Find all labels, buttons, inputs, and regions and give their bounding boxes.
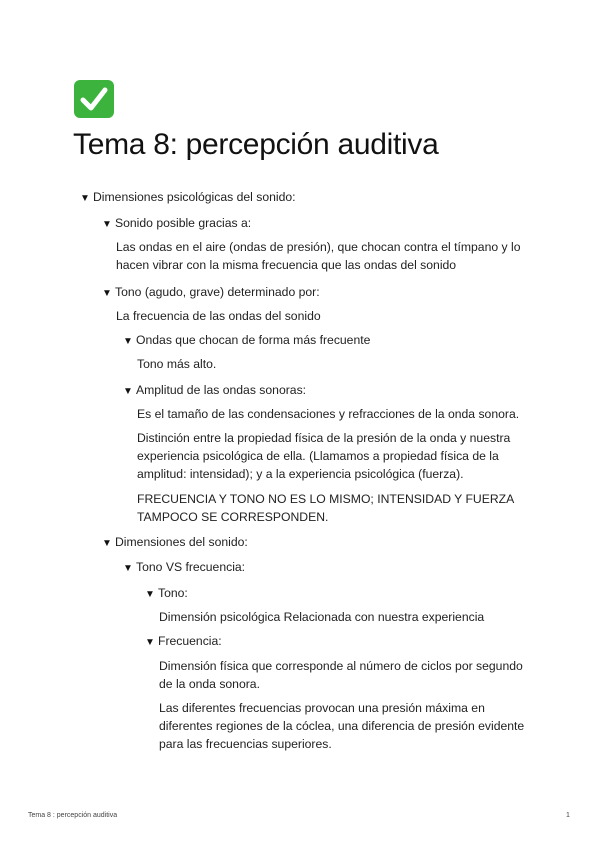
paragraph-line: para las frecuencias superiores.: [159, 737, 332, 751]
paragraph-line: FRECUENCIA Y TONO NO ES LO MISMO; INTENSIDAD Y FUERZA: [137, 492, 515, 506]
toggle-triangle-icon[interactable]: ▼: [123, 336, 133, 347]
toggle-triangle-icon[interactable]: ▼: [123, 563, 133, 574]
toggle-label: Tono (agudo, grave) determinado por:: [115, 285, 320, 299]
paragraph-line: de la onda sonora.: [159, 677, 260, 691]
toggle-label: Dimensiones psicológicas del sonido:: [93, 190, 296, 204]
toggle-item-tono-sub[interactable]: [145, 584, 188, 604]
toggle-item-tono-vs[interactable]: [123, 558, 245, 578]
paragraph-line: Tono más alto.: [137, 357, 217, 371]
toggle-item-dimensiones[interactable]: [80, 188, 296, 208]
check-mark-icon: [74, 80, 114, 118]
paragraph-line: TAMPOCO SE CORRESPONDEN.: [137, 510, 329, 524]
toggle-triangle-icon[interactable]: ▼: [145, 589, 155, 600]
toggle-triangle-icon[interactable]: ▼: [123, 386, 133, 397]
toggle-item-tono[interactable]: [102, 283, 320, 303]
paragraph-line: Las diferentes frecuencias provocan una presión máxima en: [159, 701, 485, 715]
paragraph-line: Dimensión psicológica Relacionada con nuestra experiencia: [159, 610, 485, 624]
paragraph-line: Las ondas en el aire (ondas de presión), que chocan contra el tímpano y lo: [116, 240, 521, 254]
toggle-label: Ondas que chocan de forma más frecuente: [136, 333, 371, 347]
toggle-label: Sonido posible gracias a:: [115, 216, 252, 230]
toggle-label: Dimensiones del sonido:: [115, 535, 248, 549]
paragraph-line: Distinción entre la propiedad física de la presión de la onda y nuestra: [137, 431, 511, 445]
toggle-item-ondas-chocan[interactable]: [123, 331, 370, 351]
toggle-label: Tono:: [158, 586, 188, 600]
toggle-triangle-icon[interactable]: ▼: [102, 288, 112, 299]
toggle-item-amplitud[interactable]: [123, 381, 306, 401]
toggle-item-sonido-posible[interactable]: [102, 214, 251, 234]
toggle-label: Tono VS frecuencia:: [136, 560, 246, 574]
toggle-triangle-icon[interactable]: ▼: [80, 193, 90, 204]
toggle-triangle-icon[interactable]: ▼: [145, 637, 155, 648]
page-number: 1: [566, 812, 570, 819]
paragraph-line: Dimensión física que corresponde al número de ciclos por segundo: [159, 659, 523, 673]
toggle-item-frecuencia[interactable]: [145, 632, 222, 652]
paragraph-line: hacen vibrar con la misma frecuencia que las ondas del sonido: [116, 258, 457, 272]
toggle-label: Frecuencia:: [158, 634, 222, 648]
toggle-label: Amplitud de las ondas sonoras:: [136, 383, 307, 397]
page-title: Tema 8: percepción auditiva: [73, 128, 439, 161]
paragraph-line: Es el tamaño de las condensaciones y refracciones de la onda sonora.: [137, 407, 520, 421]
paragraph-line: diferentes regiones de la cóclea, una diferencia de presión evidente: [159, 719, 525, 733]
paragraph-line: La frecuencia de las ondas del sonido: [116, 309, 321, 323]
paragraph-line: experiencia psicológica de ella. (Llamamos a propiedad física de la: [137, 449, 499, 463]
toggle-triangle-icon[interactable]: ▼: [102, 219, 112, 230]
toggle-item-dim-sonido[interactable]: [102, 533, 248, 553]
footer-title: Tema 8 : percepción auditiva: [28, 812, 118, 819]
paragraph-line: amplitud: intensidad); y a la experiencia psicológica (fuerza).: [137, 467, 464, 481]
toggle-triangle-icon[interactable]: ▼: [102, 538, 112, 549]
